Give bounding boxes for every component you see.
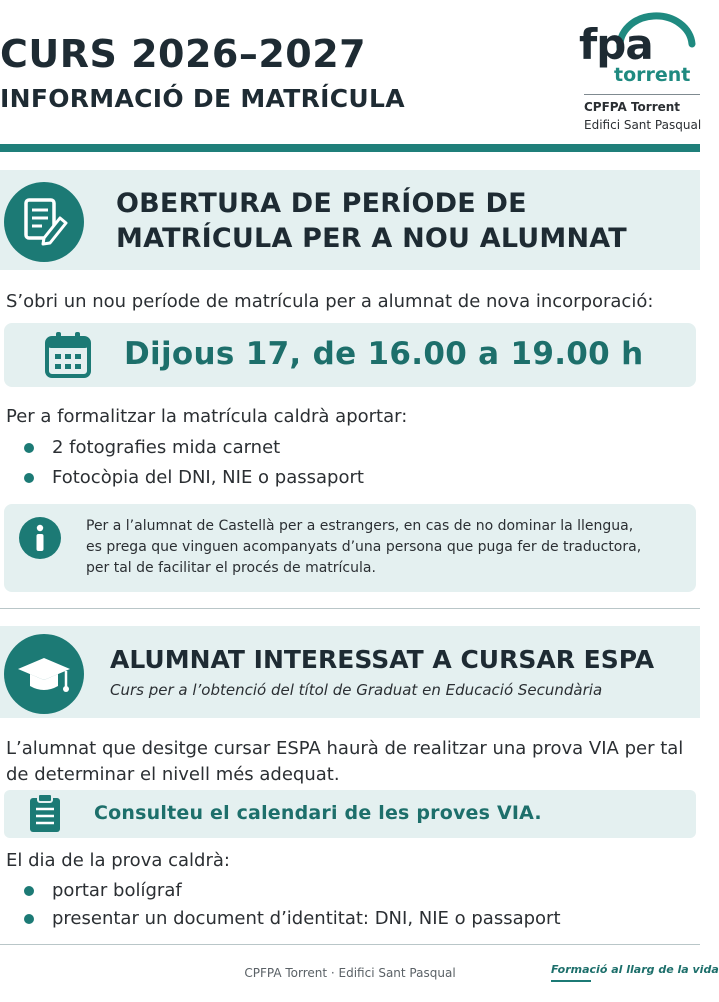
- page-subtitle: INFORMACIÓ DE MATRÍCULA: [0, 84, 405, 113]
- espa-paragraph-line: de determinar el nivell més adequat.: [6, 764, 340, 785]
- logo-building-name: Edifici Sant Pasqual: [584, 118, 702, 132]
- enrollment-date: Dijous 17, de 16.00 a 19.00 h: [124, 336, 644, 372]
- section1-icon-circle: [4, 182, 84, 262]
- bullet-dot: [24, 886, 34, 896]
- info-line: es prega que vinguen acompanyats d’una persona que puga fer de traductora,: [86, 539, 642, 555]
- espa-paragraph: [6, 736, 683, 788]
- logo-divider: [584, 94, 700, 95]
- document-pencil-icon: [4, 182, 84, 262]
- bullet-dot: [24, 473, 34, 483]
- section2-subheading: Curs per a l’obtenció del títol de Graduat en Educació Secundària: [110, 681, 603, 699]
- section1-heading-line2: MATRÍCULA PER A NOU ALUMNAT: [116, 223, 627, 254]
- section1-intro: S’obri un nou període de matrícula per a alumnat de nova incorporació:: [6, 291, 654, 312]
- footer-text: CPFPA Torrent · Edifici Sant Pasqual: [244, 966, 456, 980]
- calendar-link[interactable]: Consulteu el calendari de les proves VIA.: [94, 802, 542, 824]
- exam-item: portar bolígraf: [52, 880, 182, 901]
- logo-fpa-text: fpa: [579, 20, 653, 69]
- clipboard-icon: [28, 792, 62, 834]
- header-divider-bar: [0, 144, 700, 152]
- requirement-item: 2 fotografies mida carnet: [52, 437, 281, 458]
- footer-tagline: Formació al llarg de la vida: [551, 963, 719, 976]
- section2-heading: ALUMNAT INTERESSAT A CURSAR ESPA: [110, 645, 655, 674]
- exam-intro: El dia de la prova caldrà:: [6, 850, 230, 871]
- logo-center-name: CPFPA Torrent: [584, 100, 681, 114]
- footer-divider: [0, 944, 700, 945]
- info-line: per tal de facilitar el procés de matrícula.: [86, 560, 376, 576]
- bullet-dot: [24, 443, 34, 453]
- logo-torrent-text: torrent: [614, 64, 691, 86]
- bullet-dot: [24, 914, 34, 924]
- info-text: [86, 516, 690, 579]
- section2-icon-circle: [4, 634, 84, 714]
- footer-tagline-underline: [551, 980, 591, 982]
- section1-heading-line1: OBERTURA DE PERÍODE DE: [116, 188, 527, 219]
- info-icon: [18, 516, 62, 560]
- page-title: CURS 2026–2027: [0, 32, 367, 76]
- fpa-torrent-logo: [578, 10, 700, 140]
- calendar-icon: [44, 331, 92, 379]
- graduation-cap-icon: [4, 634, 84, 714]
- section-divider: [0, 608, 700, 609]
- exam-item: presentar un document d’identitat: DNI, NIE o passaport: [52, 908, 561, 929]
- requirements-intro: Per a formalitzar la matrícula caldrà aportar:: [6, 406, 408, 427]
- requirement-item: Fotocòpia del DNI, NIE o passaport: [52, 467, 364, 488]
- espa-paragraph-line: L’alumnat que desitge cursar ESPA haurà de realitzar una prova VIA per tal: [6, 738, 684, 759]
- info-line: Per a l’alumnat de Castellà per a estrangers, en cas de no dominar la llengua,: [86, 518, 634, 534]
